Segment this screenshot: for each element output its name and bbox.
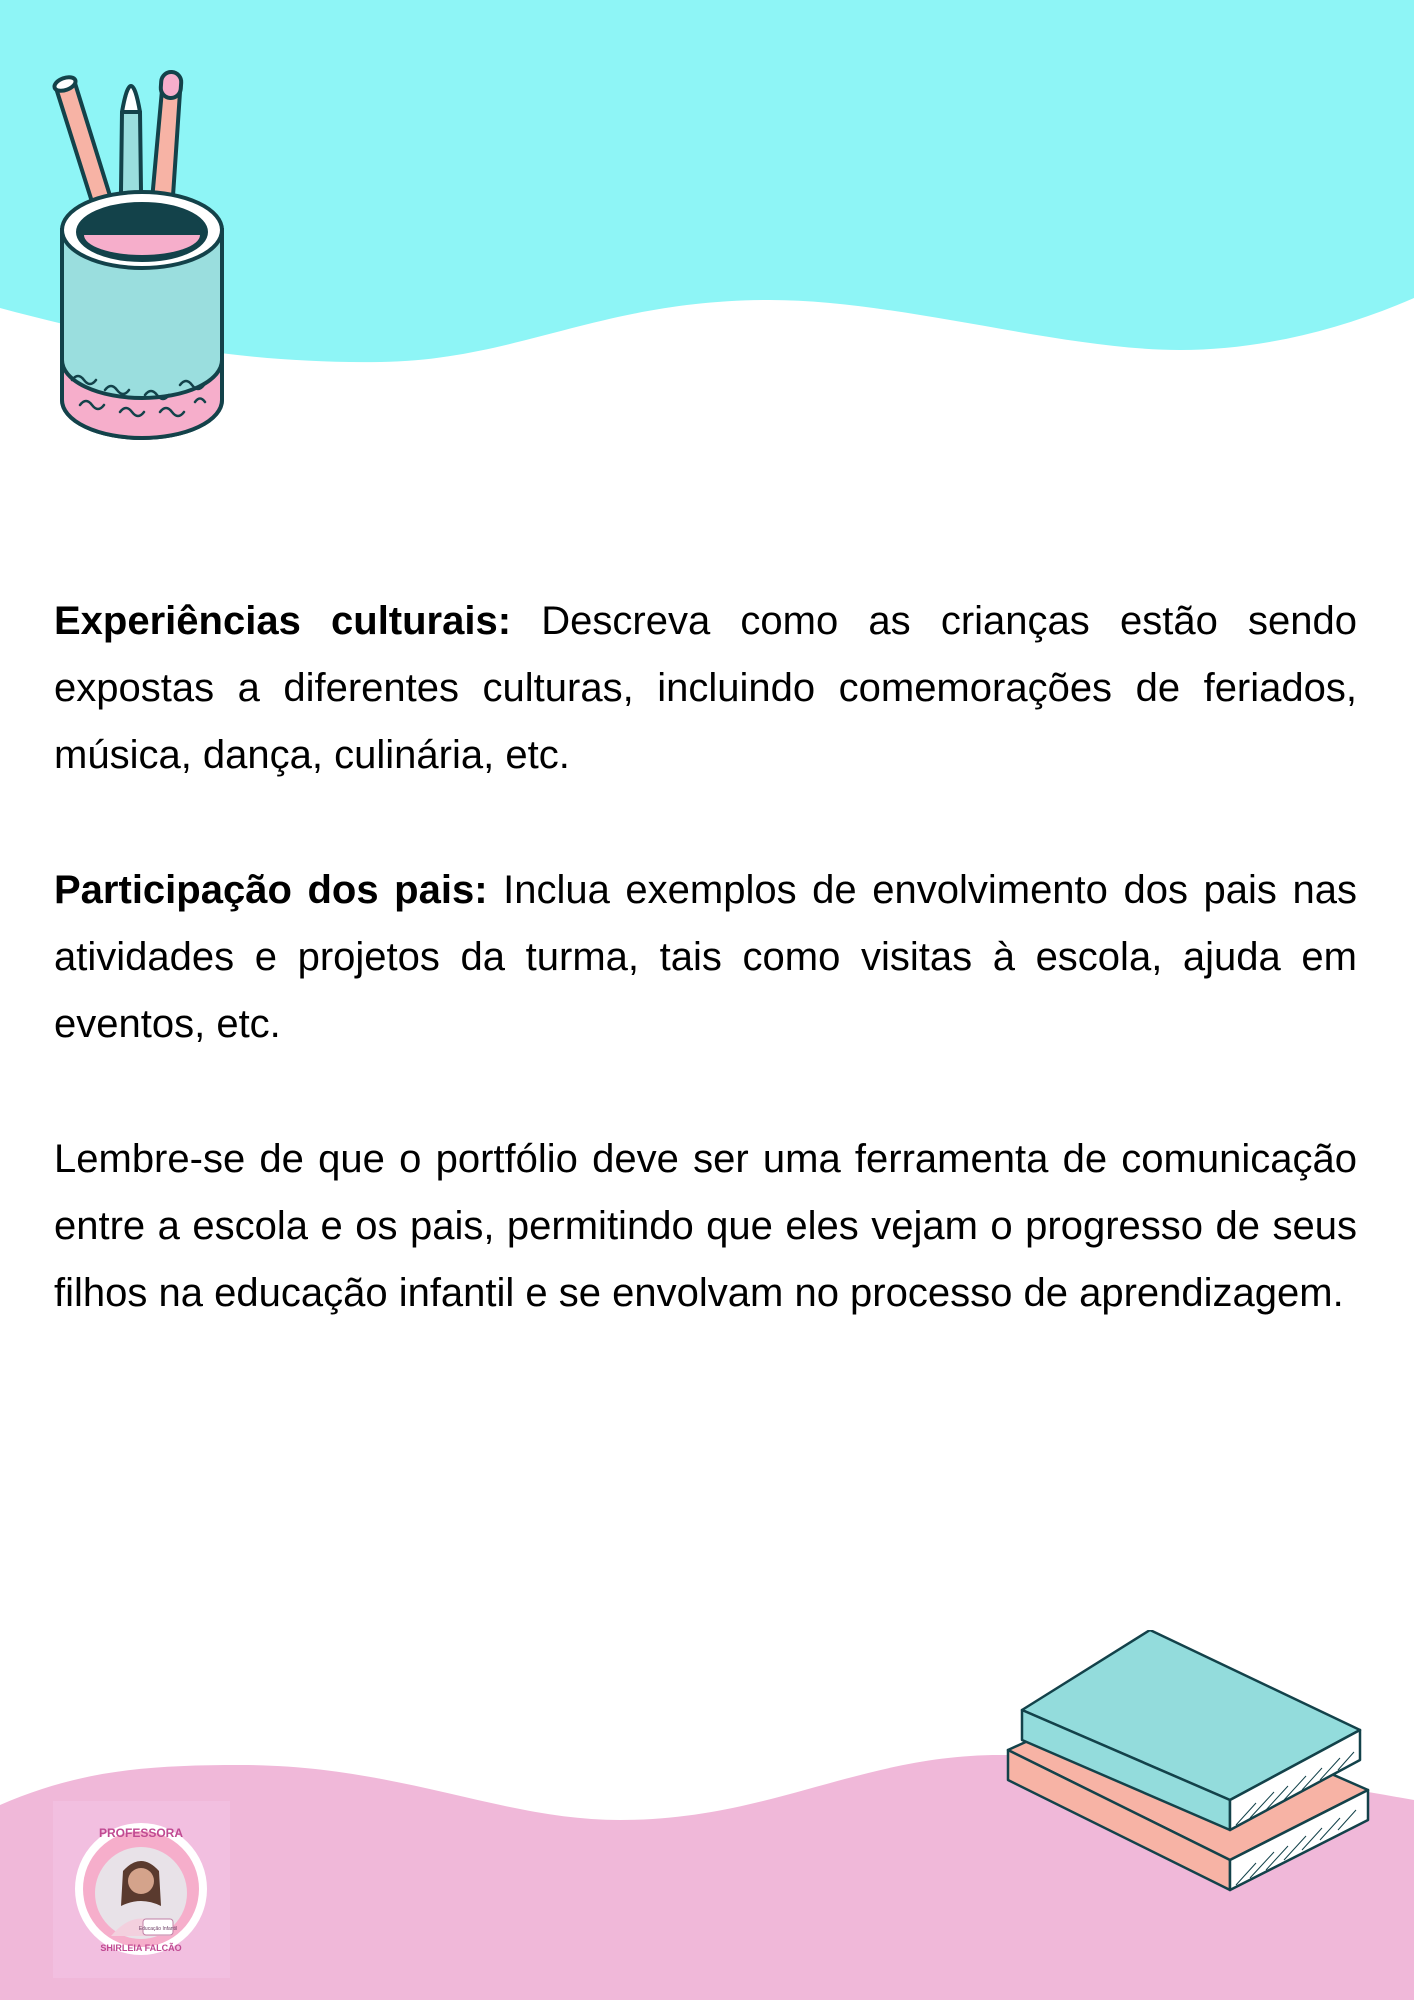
- author-logo: [53, 1801, 230, 1978]
- logo-badge-text: Educação Infantil: [138, 1926, 178, 1932]
- paragraph-text: Lembre-se de que o portfólio deve ser uma ferramenta de comunicação entre a escola e os pais, permitindo que eles vejam o progresso de seus filhos na educação infantil e se envolvam no processo de aprendizagem.: [54, 1137, 1357, 1315]
- books-icon: [1000, 1630, 1380, 1920]
- pencil-cup-icon: [50, 60, 230, 460]
- paragraph-text: Descreva como as crianças estão sendo expostas a diferentes culturas, incluindo comemorações de feriados, música, dança, culinária, etc.: [54, 599, 1358, 777]
- paragraph-label: Experiências culturais:: [54, 599, 512, 643]
- document-body: [54, 588, 1357, 1395]
- paragraph-parent-participation: [54, 857, 1357, 1058]
- paragraph-text: Inclua exemplos de envolvimento dos pais nas atividades e projetos da turma, tais como visitas à escola, ajuda em eventos, etc.: [54, 868, 1357, 1046]
- logo-top-text: PROFESSORA: [98, 1826, 184, 1840]
- paragraph-cultural-experiences: [54, 588, 1357, 789]
- logo-bottom-text: SHIRLEIA FALCÃO: [100, 1943, 182, 1953]
- paragraph-label: Participação dos pais:: [54, 868, 488, 912]
- paragraph-reminder: [54, 1126, 1357, 1327]
